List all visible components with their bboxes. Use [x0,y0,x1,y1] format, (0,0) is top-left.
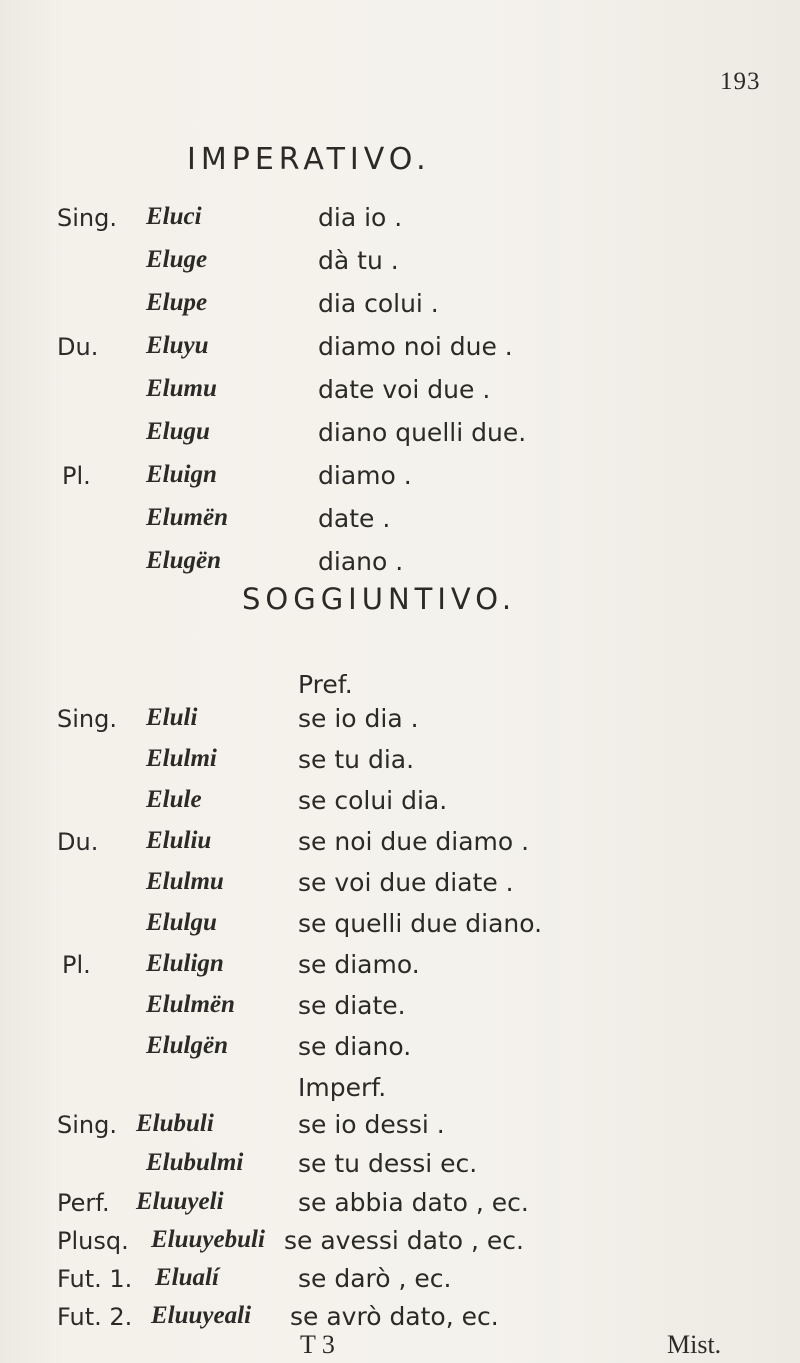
translation: se tu dia. [298,745,415,774]
verb-form: Eluyu [146,332,209,359]
verb-form: Elulgu [146,909,217,936]
row-label: Fut. 2. [57,1303,133,1331]
signature-mark: T 3 [300,1330,335,1359]
verb-form: Elulmi [146,745,217,772]
row-label: Du. [57,333,99,361]
translation: dà tu . [318,246,399,275]
page-number: 193 [720,68,761,95]
row-label: Sing. [57,204,117,232]
translation: diano . [318,547,404,576]
row-label: Sing. [57,1111,117,1139]
translation: dia io . [318,203,403,232]
translation: date voi due . [318,375,491,404]
verb-form: Elule [146,786,202,813]
translation: se darò , ec. [298,1264,452,1293]
translation: diamo . [318,461,412,490]
imperfect-subheading: Imperf. [298,1073,387,1102]
verb-form: Eluci [146,203,202,230]
verb-form: Elugën [146,547,222,574]
translation: se abbia dato , ec. [298,1188,529,1217]
verb-form: Eluli [146,704,198,731]
translation: se diamo. [298,950,420,979]
verb-form: Eluuyebuli [151,1226,265,1253]
verb-form: Eluliu [146,827,212,854]
translation: se io dia . [298,704,419,733]
translation: se voi due diate . [298,868,514,897]
translation: se colui dia. [298,786,448,815]
verb-form: Elubuli [136,1110,214,1137]
translation: diano quelli due. [318,418,527,447]
translation: se quelli due diano. [298,909,543,938]
row-label: Sing. [57,705,117,733]
verb-form: Elulgën [146,1032,228,1059]
verb-form: Eluuyeli [136,1188,224,1215]
verb-form: Elualí [155,1264,219,1291]
verb-form: Elumën [146,504,228,531]
translation: se diano. [298,1032,412,1061]
translation: se noi due diamo . [298,827,530,856]
imperative-heading: IMPERATIVO. [187,142,431,177]
translation: dia colui . [318,289,439,318]
verb-form: Elumu [146,375,217,402]
row-label: Plusq. [57,1227,129,1255]
translation: se tu dessi ec. [298,1149,478,1178]
translation: se io dessi . [298,1110,445,1139]
row-label: Du. [57,828,99,856]
subjunctive-heading: SOGGIUNTIVO. [242,582,517,616]
verb-form: Elulign [146,950,224,977]
translation: se diate. [298,991,406,1020]
translation: se avessi dato , ec. [284,1226,524,1255]
translation: diamo noi due . [318,332,513,361]
translation: se avrò dato, ec. [290,1302,499,1331]
verb-form: Elulmën [146,991,235,1018]
translation: date . [318,504,391,533]
verb-form: Eluge [146,246,208,273]
verb-form: Elupe [146,289,208,316]
catchword: Mist. [667,1330,722,1359]
present-subheading: Pref. [298,670,353,699]
verb-form: Eluign [146,461,217,488]
row-label: Pl. [62,951,91,979]
verb-form: Eluuyeali [151,1302,252,1329]
row-label: Pl. [62,462,91,490]
row-label: Perf. [57,1189,110,1217]
verb-form: Elugu [146,418,210,445]
verb-form: Elubulmi [146,1149,244,1176]
verb-form: Elulmu [146,868,224,895]
row-label: Fut. 1. [57,1265,133,1293]
